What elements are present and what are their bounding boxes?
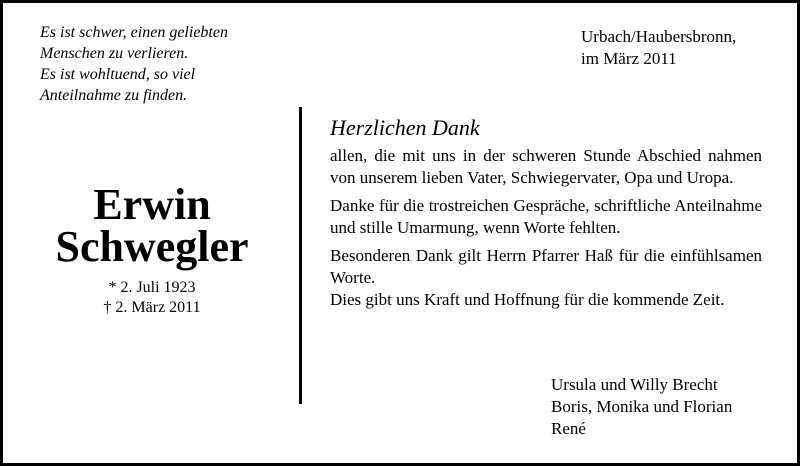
motto-line: Menschen zu verlieren.: [40, 45, 189, 62]
signature-line: Boris, Monika und Florian: [551, 397, 733, 416]
thanks-paragraph: Dies gibt uns Kraft und Hoffnung für die kommende Zeit.: [330, 290, 725, 309]
thanks-block: [330, 115, 762, 317]
motto-line: Es ist wohltuend, so viel: [40, 66, 196, 83]
signature-line: Ursula und Willy Brecht: [551, 375, 718, 394]
signatures: [551, 374, 732, 440]
thanks-heading: Herzlichen Dank: [330, 115, 480, 140]
thanks-paragraph: allen, die mit uns in der schweren Stunde Abschied nahmen von unserem lieben Vater, Schwiegervater, Opa und Uropa.: [330, 146, 762, 187]
thanks-paragraph: Besonderen Dank gilt Herrn Pfarrer Haß für die einfühlsamen Worte.: [330, 246, 762, 287]
life-dates: [20, 278, 284, 318]
signature-line: René: [551, 419, 586, 438]
place-date: [581, 26, 736, 70]
date-text: im März 2011: [581, 49, 677, 68]
birth-date: * 2. Juli 1923: [108, 279, 196, 296]
motto-line: Anteilnahme zu finden.: [40, 87, 188, 104]
thanks-paragraph: Danke für die trostreichen Gespräche, schriftliche Anteilnahme und stille Umarmung, wenn Worte fehlten.: [330, 196, 762, 237]
motto-line: Es ist schwer, einen geliebten: [40, 24, 228, 41]
deceased-last-name: Schwegler: [55, 222, 249, 271]
deceased-block: [20, 180, 284, 318]
vertical-divider: [299, 107, 302, 404]
place-text: Urbach/Haubersbronn,: [581, 27, 737, 46]
death-date: † 2. März 2011: [103, 299, 201, 316]
deceased-first-name: Erwin: [93, 180, 211, 229]
motto-verse: [40, 22, 228, 106]
